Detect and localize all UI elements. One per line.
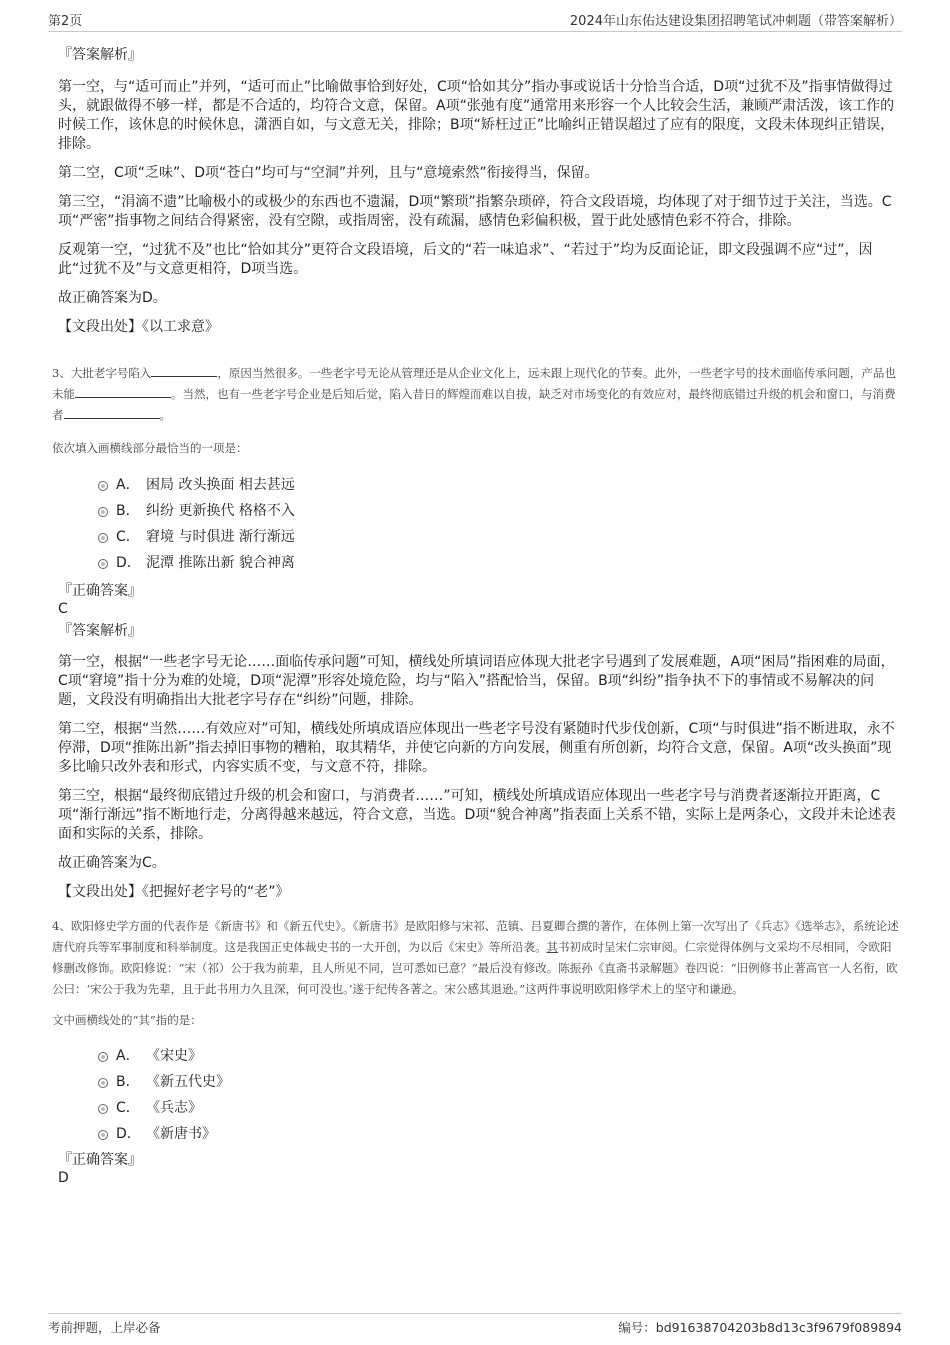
radio-icon[interactable] <box>98 1078 108 1088</box>
passage-source <box>58 883 902 902</box>
page-header <box>48 10 902 32</box>
analysis-paragraph: 第一空，与“适可而止”并列，“适可而止”比喻做事恰到好处，C项“恰如其分”指办事或说话十分恰当合适，D项“过犹不及”指事情做得过头，就跟做得不够一样，都是不合适的，均符合文意，保留。A项“张弛有度”通常用来形容一个人比较会生活，兼顾严肃活泼，该工作的时候工作，该休息的时候休息，潇洒自如，与文意无关，排除；B项“矫枉过正”比喻纠正错误超过了应有的限度，文段未体现纠正错误，排除。 <box>58 79 895 152</box>
option-d[interactable]: D． 《新唐书》 <box>58 1121 902 1147</box>
analysis-paragraph: 第三空，根据“最终彻底错过升级的机会和窗口，与消费者……”可知，横线处所填成语应体现出一些老字号与消费者逐渐拉开距离，C项“渐行渐远”指不断地行走，分离得越来越远，符合文意，当选。D项“貌合神离”指表面上关系不错，实际上是两条心，文段并未论述表面和实际的关系，排除。 <box>58 788 896 842</box>
analysis-heading: 『答案解析』 <box>58 47 142 63</box>
option-d[interactable]: D． 泥潭 推陈出新 貌合神离 <box>58 550 902 576</box>
option-list <box>58 472 902 576</box>
source-tag: 【文段出处】 <box>58 319 142 335</box>
option-list <box>58 1043 902 1147</box>
option-a[interactable]: A． 《宋史》 <box>58 1043 902 1069</box>
question-prompt: 文中画横线处的“其”指的是： <box>52 1013 202 1027</box>
passage-source <box>58 318 902 337</box>
question-stem: 3、大批老字号陷入 ，原因当然很多。一些老字号无论从管理还是从企业文化上，远未跟上现代化的节奏。此外，一些老字号的技术面临传承问题，产品也未能 。当然，也有一些老字号企业是后知后觉，陷入昔日的辉煌而难以自拔，缺乏对市场变化的有效应对，最终彻底错过升级的机会和窗口，与消费者 。 <box>52 366 896 422</box>
correct-answer: C <box>58 601 68 617</box>
option-b[interactable]: B． 纠纷 更新换代 格格不入 <box>58 498 902 524</box>
analysis-paragraph: 第三空，“涓滴不遗”比喻极小的或极少的东西也不遗漏，D项“繁琐”指繁杂琐碎，符合文段语境，均体现了对于细节过于关注，当选。C项“严密”指事物之间结合得紧密，没有空隙，或指周密，没有疏漏，感情色彩偏积极，置于此处感情色彩不符合，排除。 <box>58 194 892 229</box>
fill-blank <box>151 365 217 377</box>
page-number: 第2页 <box>48 14 83 29</box>
analysis-paragraph: 反观第一空，“过犹不及”也比“恰如其分”更符合文段语境，后文的“若一味追求”、“若过于”均为反面论证，即文段强调不应“过”，因此“过犹不及”与文意更相符，D项当选。 <box>58 242 873 277</box>
analysis-heading: 『答案解析』 <box>58 623 142 639</box>
source-tag: 【文段出处】 <box>58 884 142 900</box>
radio-icon[interactable] <box>98 1052 108 1062</box>
analysis-paragraph: 第二空，C项“乏味”、D项“苍白”均可与“空洞”并列，且与“意境索然”衔接得当，保留。 <box>58 165 599 181</box>
analysis-paragraph: 故正确答案为D。 <box>58 290 167 306</box>
page-content <box>52 40 902 1187</box>
fill-blank <box>64 407 160 419</box>
radio-icon[interactable] <box>98 1130 108 1140</box>
correct-answer: D <box>58 1170 69 1186</box>
footer-slogan: 考前押题，上岸必备 <box>48 1320 161 1335</box>
document-title: 2024年山东佑达建设集团招聘笔试冲刺题（带答案解析） <box>569 14 902 29</box>
correct-answer-heading: 『正确答案』 <box>58 583 142 599</box>
analysis-paragraph: 故正确答案为C。 <box>58 855 166 871</box>
radio-icon[interactable] <box>98 559 108 569</box>
radio-icon[interactable] <box>98 481 108 491</box>
analysis-paragraph: 第二空，根据“当然……有效应对”可知，横线处所填成语应体现出一些老字号没有紧随时代步伐创新，C项“与时俱进”指不断进取，永不停滞，D项“推陈出新”指去掉旧事物的糟粕，取其精华，并使它向新的方向发展，侧重有所创新，均符合文意，保留。A项“改头换面”现多比喻只改外表和形式，内容实质不变，与文意不符，排除。 <box>58 721 895 775</box>
correct-answer-heading: 『正确答案』 <box>58 1152 142 1168</box>
question-stem: 4、欧阳修史学方面的代表作是《新唐书》和《新五代史》。《新唐书》是欧阳修与宋祁、范镇、吕夏卿合撰的著作，在体例上第一次写出了《兵志》《选举志》，系统论述唐代府兵等军事制度和科举制度。这是我国正史体裁史书的一大开创，为以后《宋史》等所沿袭。其书初成时呈宋仁宗审阅。仁宗觉得体例与文采均不尽相同，令欧阳修删改修饰。欧阳修说：“宋（祁）公于我为前辈，且人所见不同，岂可悉如已意？”最后没有修改。陈振孙《直斋书录解题》卷四说：“旧例修书止著高官一人名衔，欧公曰：‘宋公于我为先辈，且于此书用力久且深，何可没也。’遂于纪传各著之。宋公感其退逊。”这两件事说明欧阳修学术上的坚守和谦逊。 <box>52 919 899 996</box>
radio-icon[interactable] <box>98 533 108 543</box>
source-title: 《把握好老字号的“老”》 <box>142 884 290 900</box>
option-b[interactable]: B． 《新五代史》 <box>58 1069 902 1095</box>
question-prompt: 依次填入画横线部分最恰当的一项是： <box>52 441 248 455</box>
option-c[interactable]: C． 《兵志》 <box>58 1095 902 1121</box>
option-a[interactable]: A． 困局 改头换面 相去甚远 <box>58 472 902 498</box>
fill-blank <box>75 386 171 398</box>
analysis-paragraph: 第一空，根据“一些老字号无论……面临传承问题”可知，横线处所填词语应体现大批老字号遇到了发展难题，A项“困局”指困难的局面，C项“窘境”指十分为难的处境，D项“泥潭”形容处境危险，均与“陷入”搭配恰当，保留。B项“纠纷”指争执不下的事情或不易解决的问题，文段没有明确指出大批老字号存在“纠纷”问题，排除。 <box>58 654 895 708</box>
document-code: 编号：bd91638704203b8d13c3f9679f089894 <box>618 1320 902 1335</box>
source-title: 《以工求意》 <box>142 319 219 335</box>
option-c[interactable]: C． 窘境 与时俱进 渐行渐远 <box>58 524 902 550</box>
radio-icon[interactable] <box>98 507 108 517</box>
underlined-word: 其 <box>546 940 558 954</box>
radio-icon[interactable] <box>98 1104 108 1114</box>
page-footer <box>48 1313 902 1335</box>
